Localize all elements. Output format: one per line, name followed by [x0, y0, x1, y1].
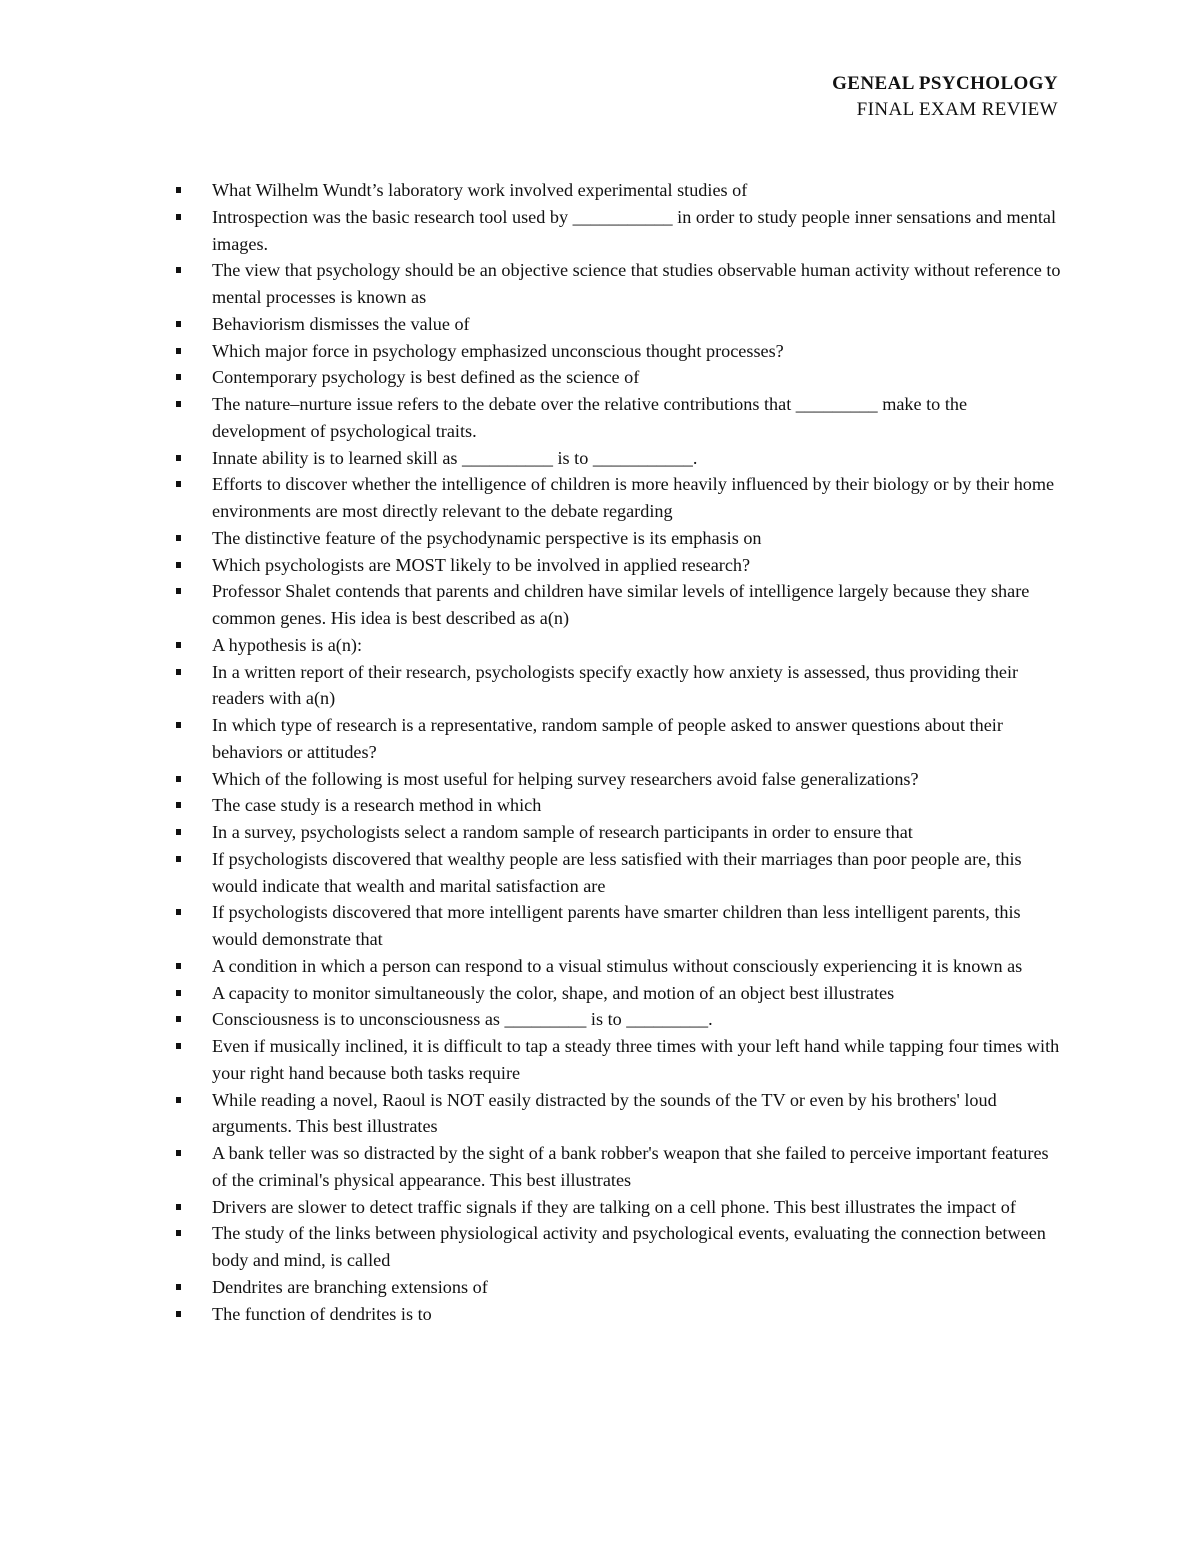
document-title: GENEAL PSYCHOLOGY: [832, 73, 1058, 94]
question-text: Behaviorism dismisses the value of: [212, 313, 470, 334]
square-bullet-icon: [176, 455, 181, 461]
list-item: [212, 712, 1062, 766]
question-text: The case study is a research method in which: [212, 795, 542, 816]
list-item: [212, 1274, 1062, 1301]
square-bullet-icon: [176, 829, 181, 835]
list-item: [212, 391, 1062, 445]
square-bullet-icon: [176, 990, 181, 996]
list-item: [212, 1140, 1062, 1194]
list-item: [212, 792, 1062, 819]
square-bullet-icon: [176, 401, 181, 407]
question-text: Introspection was the basic research tool used by ___________ in order to study people inner sensations and mental images.: [212, 206, 1057, 254]
question-text: The function of dendrites is to: [212, 1303, 432, 1324]
square-bullet-icon: [176, 535, 181, 541]
list-item: [212, 819, 1062, 846]
list-item: [212, 899, 1062, 953]
question-text: The view that psychology should be an objective science that studies observable human activity without reference to mental processes is known as: [212, 260, 1061, 307]
question-text: The distinctive feature of the psychodynamic perspective is its emphasis on: [212, 527, 762, 548]
square-bullet-icon: [176, 963, 181, 969]
list-item: [212, 632, 1062, 659]
list-item: [212, 766, 1062, 793]
square-bullet-icon: [176, 481, 181, 487]
square-bullet-icon: [176, 1311, 181, 1317]
square-bullet-icon: [176, 909, 181, 915]
question-text: A bank teller was so distracted by the sight of a bank robber's weapon that she failed to perceive important features of the criminal's physical appearance. This best illustrates: [212, 1143, 1049, 1190]
list-item: [212, 1006, 1062, 1033]
square-bullet-icon: [176, 776, 181, 782]
question-text: Innate ability is to learned skill as __________ is to ___________.: [212, 447, 698, 468]
list-item: [212, 257, 1062, 311]
list-item: [212, 177, 1062, 204]
question-text: In which type of research is a representative, random sample of people asked to answer questions about their behaviors or attitudes?: [212, 715, 1003, 762]
question-text: What Wilhelm Wundt’s laboratory work involved experimental studies of: [212, 180, 748, 200]
question-text: Drivers are slower to detect traffic signals if they are talking on a cell phone. This best illustrates the impact of: [212, 1196, 1016, 1217]
question-text: If psychologists discovered that more intelligent parents have smarter children than less intelligent parents, this would demonstrate that: [212, 902, 1021, 949]
question-text: A capacity to monitor simultaneously the color, shape, and motion of an object best illustrates: [212, 982, 895, 1003]
question-text: Which psychologists are MOST likely to be involved in applied research?: [212, 554, 751, 575]
square-bullet-icon: [176, 588, 181, 594]
question-text: While reading a novel, Raoul is NOT easily distracted by the sounds of the TV or even by his brothers' loud arguments. This best illustrates: [212, 1089, 997, 1137]
question-text: In a written report of their research, psychologists specify exactly how anxiety is assessed, thus providing their readers with a(n): [212, 661, 1019, 709]
question-text: The nature–nurture issue refers to the debate over the relative contributions that _________ make to the development of psychological traits.: [212, 394, 968, 441]
list-item: [212, 525, 1062, 552]
square-bullet-icon: [176, 1284, 181, 1290]
square-bullet-icon: [176, 1230, 181, 1236]
list-item: [212, 552, 1062, 579]
square-bullet-icon: [176, 348, 181, 354]
list-item: [212, 953, 1062, 980]
list-item: [212, 578, 1062, 632]
square-bullet-icon: [176, 267, 181, 273]
list-item: [212, 311, 1062, 338]
question-text: Even if musically inclined, it is difficult to tap a steady three times with your left hand while tapping four times with your right hand because both tasks require: [212, 1036, 1060, 1083]
square-bullet-icon: [176, 562, 181, 568]
list-item: [212, 471, 1062, 525]
square-bullet-icon: [176, 1150, 181, 1156]
list-item: [212, 1087, 1062, 1141]
square-bullet-icon: [176, 1204, 181, 1210]
square-bullet-icon: [176, 214, 181, 220]
question-text: A hypothesis is a(n):: [212, 634, 363, 655]
square-bullet-icon: [176, 187, 181, 193]
question-text: The study of the links between physiological activity and psychological events, evaluating the connection between body and mind, is called: [212, 1223, 1046, 1270]
question-text: Consciousness is to unconsciousness as _________ is to _________.: [212, 1009, 713, 1030]
list-item: [212, 1194, 1062, 1221]
list-item: [212, 1301, 1062, 1328]
square-bullet-icon: [176, 1097, 181, 1103]
list-item: [212, 204, 1062, 258]
list-item: [212, 364, 1062, 391]
list-item: [212, 338, 1062, 365]
square-bullet-icon: [176, 1016, 181, 1022]
question-list: [212, 177, 1062, 1327]
question-text: Which of the following is most useful for helping survey researchers avoid false generalizations?: [212, 768, 919, 789]
square-bullet-icon: [176, 802, 181, 808]
square-bullet-icon: [176, 642, 181, 648]
question-text: In a survey, psychologists select a random sample of research participants in order to ensure that: [212, 822, 913, 842]
document-subtitle: FINAL EXAM REVIEW: [856, 99, 1058, 120]
question-text: Dendrites are branching extensions of: [212, 1276, 488, 1297]
list-item: [212, 980, 1062, 1007]
page-header: [832, 72, 1058, 122]
list-item: [212, 846, 1062, 900]
list-item: [212, 1220, 1062, 1274]
square-bullet-icon: [176, 669, 181, 675]
square-bullet-icon: [176, 321, 181, 327]
list-item: [212, 659, 1062, 713]
question-text: Professor Shalet contends that parents and children have similar levels of intelligence largely because they share common genes. His idea is best described as a(n): [212, 581, 1030, 628]
list-item: [212, 445, 1062, 472]
square-bullet-icon: [176, 1043, 181, 1049]
square-bullet-icon: [176, 722, 181, 728]
square-bullet-icon: [176, 856, 181, 862]
question-text: Contemporary psychology is best defined as the science of: [212, 367, 640, 388]
question-text: Efforts to discover whether the intelligence of children is more heavily influenced by their biology or by their home environments are most directly relevant to the debate regarding: [212, 474, 1055, 521]
square-bullet-icon: [176, 374, 181, 380]
question-text: If psychologists discovered that wealthy people are less satisfied with their marriages than poor people are, this would indicate that wealth and marital satisfaction are: [212, 848, 1022, 896]
question-text: A condition in which a person can respond to a visual stimulus without consciously experiencing it is known as: [212, 955, 1023, 976]
list-item: [212, 1033, 1062, 1087]
question-text: Which major force in psychology emphasized unconscious thought processes?: [212, 340, 784, 361]
